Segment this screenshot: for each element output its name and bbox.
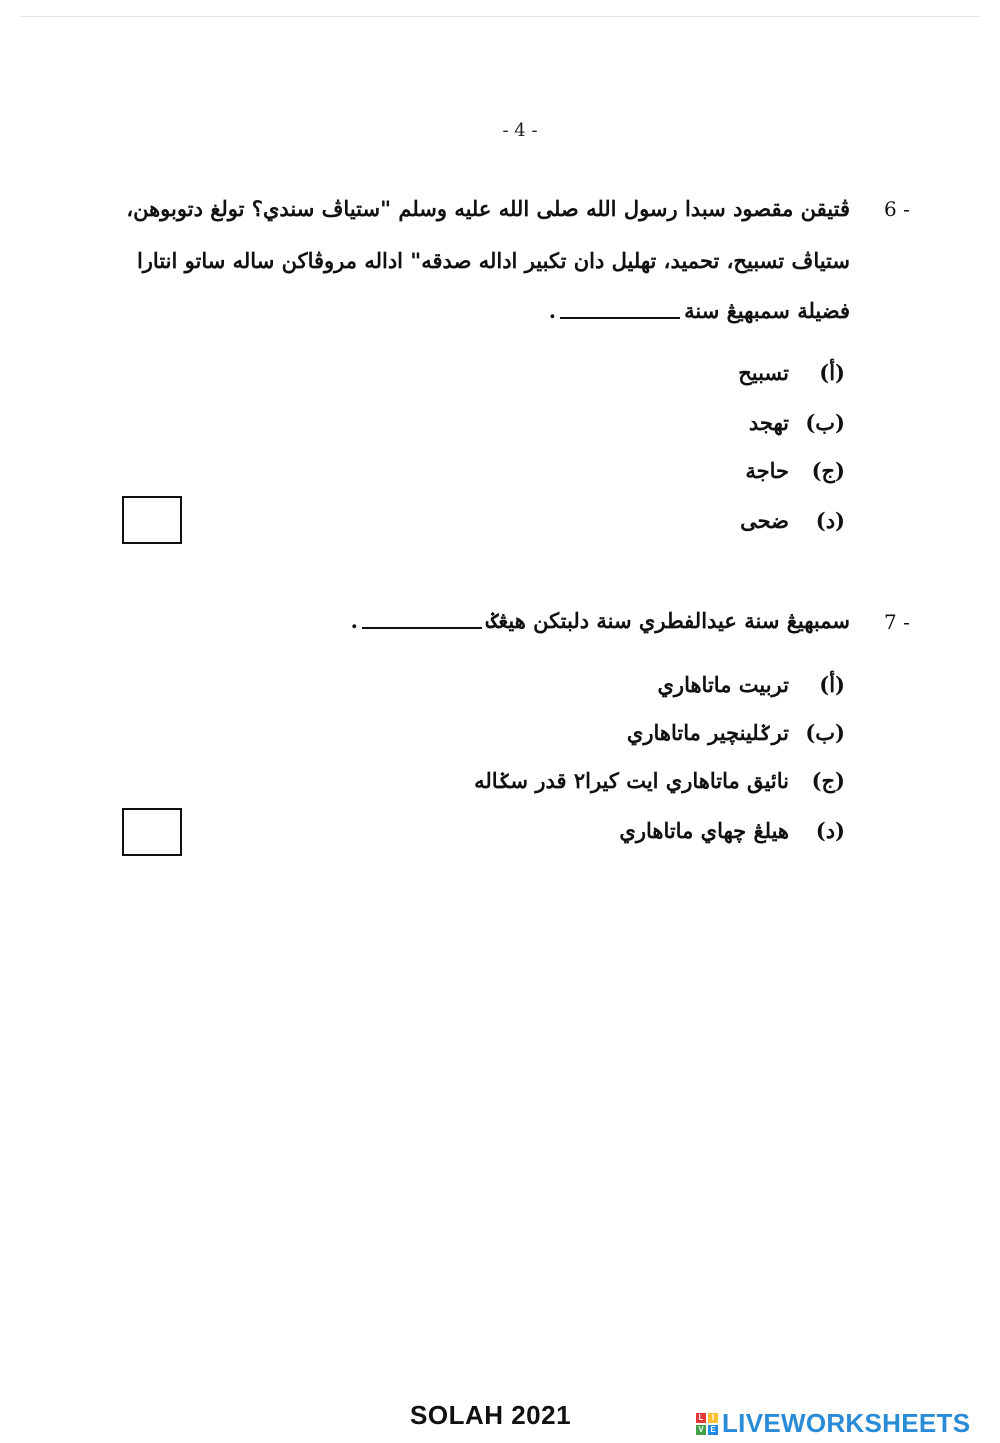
page-number: - 4 - (502, 120, 538, 141)
question-7-period: . (350, 608, 358, 633)
logo-tile: E (708, 1425, 718, 1435)
question-6-option-c (745, 458, 845, 483)
option-letter: (ج) (811, 768, 845, 793)
question-6-blank (560, 307, 680, 319)
question-7-number: 7 - (884, 610, 910, 634)
question-7-answer-box[interactable] (122, 808, 182, 856)
option-letter: (ج) (811, 458, 845, 483)
logo-tile: V (696, 1425, 706, 1435)
footer-title: SOLAH 2021 (410, 1400, 572, 1430)
liveworksheets-brand[interactable] (696, 1408, 970, 1439)
question-7-option-a (658, 672, 846, 697)
option-text: حاجة (745, 458, 789, 483)
option-text: ضحى (740, 508, 789, 533)
question-7-stem (351, 608, 850, 633)
option-text: نائيق ماتاهاري ايت کيرا٢ قدر سݢاله (474, 768, 789, 793)
liveworksheets-wordmark: LIVEWORKSHEETS (722, 1408, 971, 1438)
question-7-blank (362, 617, 482, 629)
question-6-option-b (749, 410, 845, 435)
question-7-option-b (627, 720, 845, 745)
option-letter: (ب) (805, 720, 845, 745)
option-text: ترݢلينچير ماتاهاري (626, 720, 789, 745)
option-letter: (د) (815, 818, 845, 843)
option-text: هيلڠ چهاي ماتاهاري (619, 818, 789, 843)
question-6-option-a (738, 360, 845, 385)
option-letter: (د) (815, 508, 845, 533)
question-6-answer-box[interactable] (122, 496, 182, 544)
question-7-stem-text: سمبهيڠ سنة عيدالفطري سنة دلبتکن هيڠݢ (485, 608, 850, 633)
question-6-line-1: ڤتيقن مقصود سبدا رسول الله صلى الله عليه وسلم "ستياڤ سندي؟ تولغ دتوبوهن، (126, 196, 850, 221)
option-letter: (أ) (819, 360, 845, 385)
liveworksheets-logo-icon (696, 1413, 718, 1435)
question-7-option-d (619, 818, 845, 843)
question-7-option-c (474, 768, 845, 793)
option-text: تسبيح (738, 360, 789, 385)
option-text: تربيت ماتاهاري (657, 672, 789, 697)
question-6-period: . (548, 298, 557, 323)
option-letter: (أ) (819, 672, 845, 697)
question-6-line-3 (549, 298, 850, 323)
option-text: تهجد (748, 410, 789, 435)
question-6-number: 6 - (884, 197, 910, 221)
option-letter: (ب) (805, 410, 845, 435)
question-6-line-2: ستياڤ تسبيح، تحميد، تهليل دان تکبير اداله صدقه" اداله مروڤاکن ساله ساتو انتارا (136, 248, 850, 273)
question-6-option-d (740, 508, 845, 533)
top-divider (20, 16, 980, 17)
logo-tile: I (708, 1413, 718, 1423)
logo-tile: L (696, 1413, 706, 1423)
question-6-line-3-text: فضيلة سمبهيڠ سنة (684, 298, 850, 323)
